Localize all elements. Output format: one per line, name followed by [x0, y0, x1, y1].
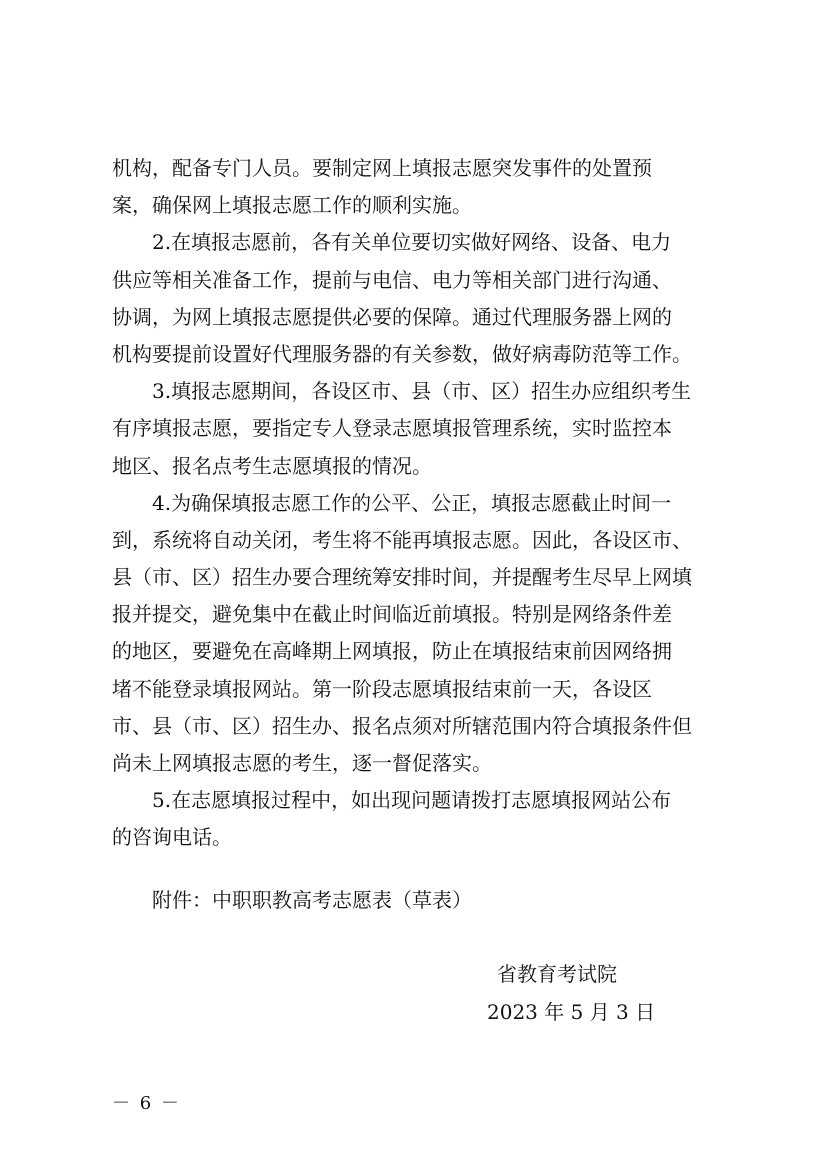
- text-line: 县（市、区）招生办要合理统筹安排时间，并提醒考生尽早上网填: [112, 565, 692, 590]
- text-line: 案，确保网上填报志愿工作的顺利实施。: [112, 193, 472, 218]
- text-line: 尚未上网填报志愿的考生，逐一督促落实。: [112, 751, 492, 775]
- text-line: 的咨询电话。: [112, 825, 232, 850]
- text-line: 机构，配备专门人员。要制定网上填报志愿突发事件的处置预: [112, 156, 652, 180]
- text-line: 有序填报志愿，要指定专人登录志愿填报管理系统，实时监控本: [112, 416, 672, 441]
- text-line: 机构要提前设置好代理服务器的有关参数，做好病毒防范等工作。: [112, 341, 692, 366]
- text-line: 市、县（市、区）招生办、报名点须对所辖范围内符合填报条件但: [112, 713, 692, 738]
- paragraph-start: 5.在志愿填报过程中，如出现问题请拨打志愿填报网站公布: [152, 788, 672, 813]
- issuer-name: 省教育考试院: [497, 962, 617, 986]
- text-line: 协调，为网上填报志愿提供必要的保障。通过代理服务器上网的: [112, 304, 672, 329]
- text-line: 报并提交，避免集中在截止时间临近前填报。特别是网络条件差: [112, 602, 672, 627]
- paragraph-start: 3.填报志愿期间，各设区市、县（市、区）招生办应组织考生: [152, 379, 692, 404]
- body-text: [112, 150, 722, 857]
- text-line: 堵不能登录填报网站。第一阶段志愿填报结束前一天，各设区: [112, 676, 652, 701]
- issue-date: 2023 年 5 月 3 日: [487, 1000, 656, 1024]
- text-line: 地区、报名点考生志愿填报的情况。: [112, 453, 432, 478]
- text-line: 的地区，要避免在高峰期上网填报，防止在填报结束前因网络拥: [112, 639, 672, 664]
- text-line: 供应等相关准备工作，提前与电信、电力等相关部门进行沟通、: [112, 267, 672, 292]
- attachment-note: 附件：中职职教高考志愿表（草表）: [152, 888, 472, 912]
- page-number: － 6 －: [112, 1093, 181, 1114]
- paragraph-start: 2.在填报志愿前，各有关单位要切实做好网络、设备、电力: [152, 230, 672, 255]
- paragraph-start: 4.为确保填报志愿工作的公平、公正，填报志愿截止时间一: [152, 490, 672, 515]
- text-line: 到，系统将自动关闭，考生将不能再填报志愿。因此，各设区市、: [112, 527, 692, 552]
